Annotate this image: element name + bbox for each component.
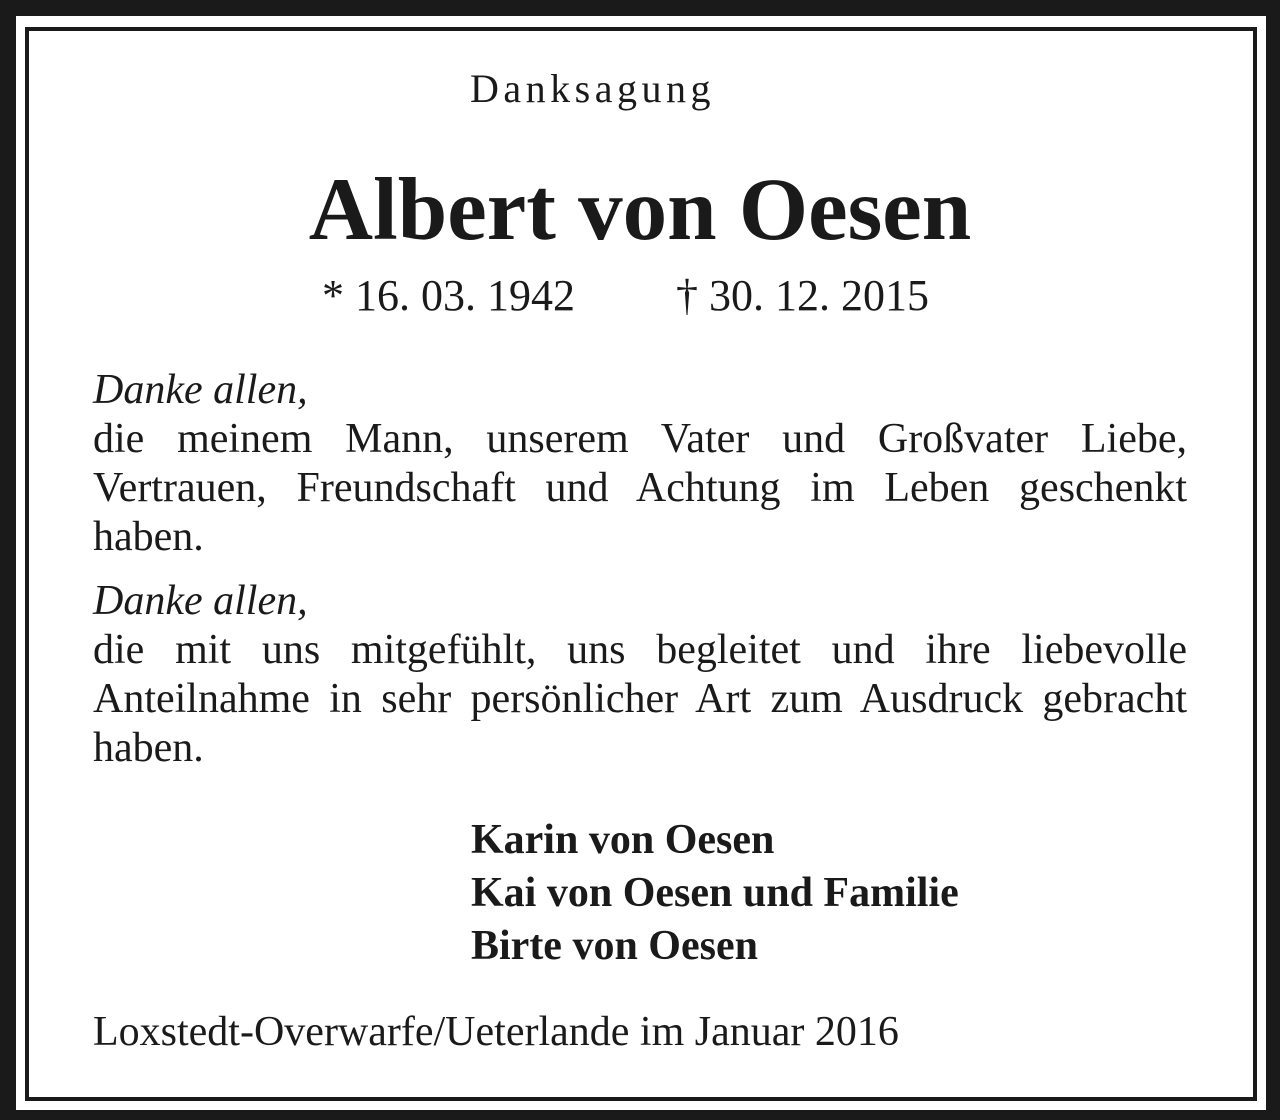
paragraph-text: die meinem Mann, unserem Vater und Großvater Liebe, Vertrauen, Freundschaft und Achtung im Leben geschenkt haben. <box>93 416 1187 560</box>
paragraph-intro: Danke allen, <box>93 367 308 413</box>
thank-you-text <box>93 366 1187 788</box>
thank-you-paragraph <box>93 366 1187 562</box>
signer: Karin von Oesen <box>471 817 775 863</box>
paragraph-text: die mit uns mitgefühlt, uns begleitet und ihre liebevolle Anteilnahme in sehr persönlicher Art zum Ausdruck gebracht haben. <box>93 627 1187 771</box>
notice-heading: Danksagung <box>470 66 715 111</box>
birth-date: * 16. 03. 1942 <box>322 271 575 320</box>
death-date: † 30. 12. 2015 <box>676 271 929 320</box>
paragraph-intro: Danke allen, <box>93 578 308 624</box>
thank-you-paragraph <box>93 577 1187 773</box>
signer: Birte von Oesen <box>471 923 758 969</box>
signer: Kai von Oesen und Familie <box>471 870 959 916</box>
signers-list <box>471 814 959 973</box>
place-and-date: Loxstedt-Overwarfe/Ueterlande im Januar 2016 <box>93 1009 899 1055</box>
deceased-name: Albert von Oesen <box>308 161 972 259</box>
